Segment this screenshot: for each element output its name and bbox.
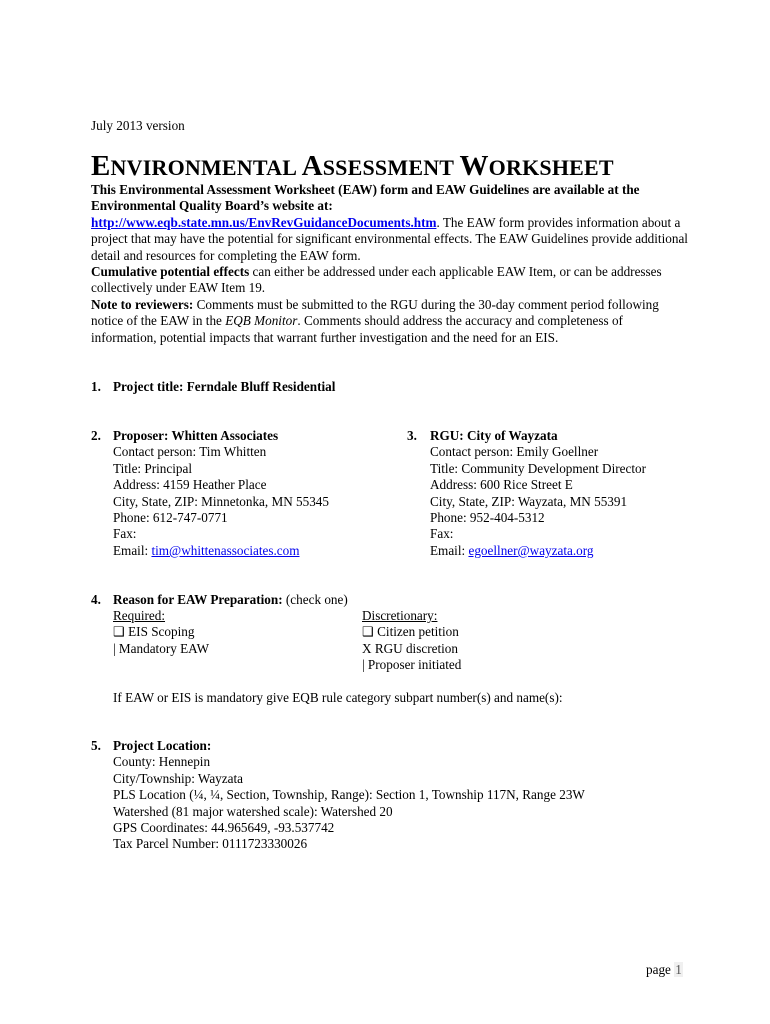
proposer-email-link[interactable]: tim@whittenassociates.com xyxy=(151,542,300,558)
cumulative-label: Cumulative potential effects xyxy=(91,264,250,280)
location-block xyxy=(113,738,585,853)
required-heading: Required: xyxy=(113,608,166,623)
proposer-phone: Phone: 612-747-0771 xyxy=(113,510,228,526)
item-5-number: 5. xyxy=(91,738,101,753)
eqb-guidance-link[interactable]: http://www.eqb.state.mn.us/EnvRevGuidanceDocuments.htm xyxy=(91,214,437,230)
proposer-contact: Contact person: Tim Whitten xyxy=(113,444,267,460)
rgu-title: Title: Community Development Director xyxy=(430,460,646,476)
proposer-label: Proposer: Whitten Associates xyxy=(113,428,279,443)
reason-heading: Reason for EAW Preparation: (check one) xyxy=(113,592,348,607)
rgu-label: RGU: City of Wayzata xyxy=(430,428,558,443)
option-eis-scoping[interactable]: ❑ EIS Scoping xyxy=(113,624,195,640)
location-watershed: Watershed (81 major watershed scale): Watershed 20 xyxy=(113,803,393,819)
rgu-block xyxy=(430,428,646,559)
location-parcel: Tax Parcel Number: 0111723330026 xyxy=(113,836,308,852)
discretionary-heading: Discretionary: xyxy=(362,608,438,623)
location-county: County: Hennepin xyxy=(113,754,211,770)
required-options xyxy=(113,608,209,657)
item-4-number: 4. xyxy=(91,592,101,607)
project-title: Project title: Ferndale Bluff Residential xyxy=(113,379,336,394)
item-2-number: 2. xyxy=(91,428,101,443)
rgu-phone: Phone: 952-404-5312 xyxy=(430,510,545,526)
rgu-address: Address: 600 Rice Street E xyxy=(430,477,573,493)
intro-bold-text: This Environmental Assessment Worksheet (EAW) form and EAW Guidelines are available at the Environmental Quality Board’s website at: xyxy=(91,182,640,214)
option-rgu-discretion[interactable]: X RGU discretion xyxy=(362,640,458,656)
proposer-city: City, State, ZIP: Minnetonka, MN 55345 xyxy=(113,493,329,509)
intro-paragraph: This Environmental Assessment Worksheet (EAW) form and EAW Guidelines are available at the Environmental Quality Board’s website at: http://www.eqb.state.mn.us/EnvRevGuidanceDocuments.htm. The EAW form provides information about a project that may have the potential for significant environmental effects. The EAW Guidelines provide additional detail and resources for completing the EAW form. Cumulative potential effects can either be addressed under each applicable EAW Item, or can be addresses collectively under EAW Item 19. Note to reviewers: Comments must be submitted to the RGU during the 30-day comment period following notice of the EAW in the EQB Monitor. Comments should address the accuracy and completeness of information, potential impacts that warrant further investigation and the need for an EIS. xyxy=(91,182,688,345)
item-1-number: 1. xyxy=(91,379,101,394)
item-3-number: 3. xyxy=(407,428,417,443)
rgu-email-row: Email: egoellner@wayzata.org xyxy=(430,542,594,558)
mandatory-note: If EAW or EIS is mandatory give EQB rule category subpart number(s) and name(s): xyxy=(113,690,563,705)
version-label: July 2013 version xyxy=(91,118,185,133)
rgu-city: City, State, ZIP: Wayzata, MN 55391 xyxy=(430,493,628,509)
rgu-contact: Contact person: Emily Goellner xyxy=(430,444,599,460)
proposer-title: Title: Principal xyxy=(113,460,193,476)
location-pls: PLS Location (¼, ¼, Section, Township, Range): Section 1, Township 117N, Range 23W xyxy=(113,787,585,803)
rgu-fax: Fax: xyxy=(430,526,454,542)
proposer-address: Address: 4159 Heather Place xyxy=(113,477,267,493)
location-city: City/Township: Wayzata xyxy=(113,770,243,786)
proposer-fax: Fax: xyxy=(113,526,137,542)
proposer-email-row: Email: tim@whittenassociates.com xyxy=(113,542,300,558)
option-proposer-initiated[interactable]: | Proposer initiated xyxy=(362,657,462,673)
option-citizen-petition[interactable]: ❑ Citizen petition xyxy=(362,624,459,640)
rgu-email-link[interactable]: egoellner@wayzata.org xyxy=(468,542,594,558)
page-number: page 1 xyxy=(646,962,682,977)
page-title: ENVIRONMENTAL ASSESSMENT WORKSHEET xyxy=(91,150,614,182)
discretionary-options xyxy=(362,608,461,674)
reviewers-label: Note to reviewers: xyxy=(91,296,194,312)
option-mandatory-eaw[interactable]: | Mandatory EAW xyxy=(113,640,210,656)
location-label: Project Location: xyxy=(113,738,212,753)
location-gps: GPS Coordinates: 44.965649, -93.537742 xyxy=(113,820,335,836)
proposer-block xyxy=(113,428,329,559)
